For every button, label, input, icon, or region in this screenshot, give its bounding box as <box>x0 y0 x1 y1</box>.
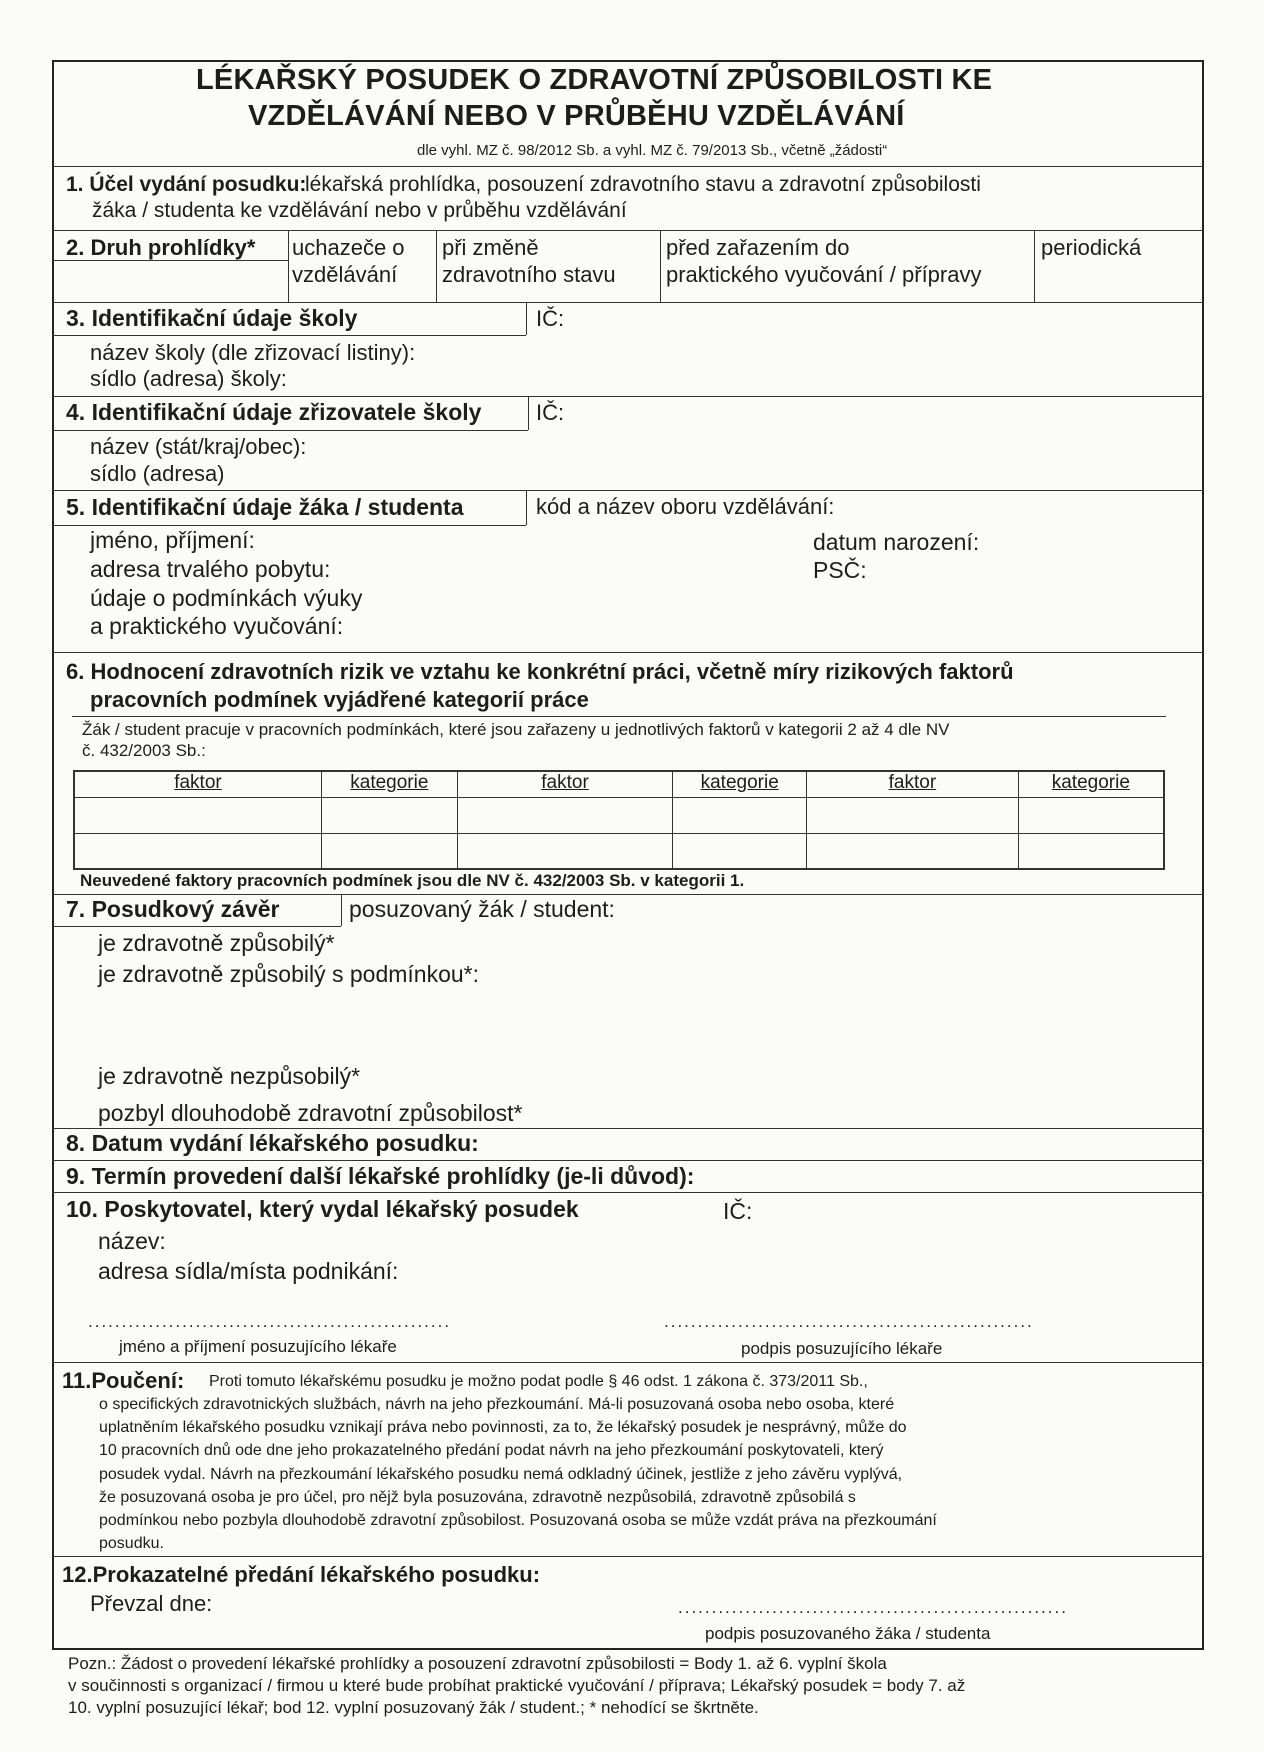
exam-type-practical-line1: před zařazením do <box>666 235 850 260</box>
notice-line3: uplatněním lékařského posudku vznikají práva nebo povinnosti, za to, že lékařský posudek je nesprávný, může do <box>99 1419 907 1436</box>
table-cell[interactable] <box>74 833 321 869</box>
divider <box>52 1192 1204 1193</box>
notice-line2: o specifických zdravotnických službách, návrh na jeho přezkoumání. Má-li posuzovaná osoba nebo osoba, které <box>99 1396 895 1413</box>
conclusion-lost-fitness: pozbyl dlouhodobě zdravotní způsobilost* <box>98 1100 523 1126</box>
table-cell[interactable] <box>321 833 457 869</box>
doctor-signature-dotted-line: ....................................................... <box>664 1312 1034 1331</box>
table-row <box>74 833 1164 869</box>
table-header-row <box>74 771 1164 797</box>
conclusion-unfit: je zdravotně nezpůsobilý* <box>98 1063 361 1089</box>
table-row <box>74 797 1164 833</box>
section-1-text: lékařská prohlídka, posouzení zdravotního stavu a zdravotní způsobilosti <box>305 173 981 196</box>
student-signature-dotted-line: .......................................................... <box>678 1598 1068 1617</box>
section-6-note: Neuvedené faktory pracovních podmínek jsou dle NV č. 432/2003 Sb. v kategorii 1. <box>80 871 745 890</box>
provider-address-label: adresa sídla/místa podnikání: <box>98 1258 399 1284</box>
column-header-factor: faktor <box>74 771 321 797</box>
conclusion-fit-with-condition: je zdravotně způsobilý s podmínkou*: <box>98 961 479 987</box>
exam-type-applicant-line2: vzdělávání <box>292 262 398 287</box>
divider <box>52 1362 1204 1363</box>
footnote-line2: v součinnosti s organizací / firmou u které bude probíhat praktické vyučování / příprava; Lékařský posudek = body 7. až <box>68 1676 966 1695</box>
column-header-factor: faktor <box>457 771 673 797</box>
divider <box>436 230 437 302</box>
section-9-label: 9. Termín provedení další lékařské prohlídky (je-li důvod): <box>66 1163 695 1189</box>
section-12-label: 12.Prokazatelné předání lékařského posudku: <box>62 1562 541 1587</box>
table-cell[interactable] <box>457 833 673 869</box>
risk-factors-table <box>73 770 1165 870</box>
divider <box>526 302 527 335</box>
table-cell[interactable] <box>807 833 1019 869</box>
section-1-label: 1. Účel vydání posudku: <box>66 173 307 196</box>
section-2-label: 2. Druh prohlídky* <box>66 235 256 260</box>
exam-type-applicant-line1: uchazeče o <box>292 235 405 260</box>
divider <box>52 652 1204 653</box>
table-cell[interactable] <box>673 833 807 869</box>
table-cell[interactable] <box>673 797 807 833</box>
conclusion-fit: je zdravotně způsobilý* <box>98 930 335 956</box>
divider <box>52 926 341 927</box>
divider <box>52 490 1204 491</box>
notice-line6: že posuzovaná osoba je pro účel, pro nějž byla posuzována, zdravotně nezpůsobilá, zdravotně způsobilá s <box>99 1489 856 1506</box>
table-cell[interactable] <box>1018 833 1164 869</box>
table-cell[interactable] <box>457 797 673 833</box>
notice-line8: posudku. <box>99 1535 164 1552</box>
divider <box>52 166 1204 167</box>
notice-line7: podmínkou nebo pozbyla dlouhodobě zdravotní způsobilost. Posuzovaná osoba se může vzdát práva na přezkoumání <box>99 1512 937 1529</box>
section-4-label: 4. Identifikační údaje zřizovatele školy <box>66 399 482 425</box>
divider <box>52 1556 1204 1557</box>
assessed-student-label: posuzovaný žák / student: <box>349 896 615 922</box>
student-signature-caption: podpis posuzovaného žáka / studenta <box>705 1624 991 1643</box>
doctor-signature-caption: podpis posuzujícího lékaře <box>741 1339 943 1358</box>
section-7-label: 7. Posudkový závěr <box>66 896 280 922</box>
footnote-line3: 10. vyplní posuzující lékař; bod 12. vyplní posuzovaný žák / student.; * nehodící se škrtněte. <box>68 1698 759 1717</box>
divider <box>526 490 527 525</box>
table-cell[interactable] <box>321 797 457 833</box>
divider <box>660 230 661 302</box>
divider <box>52 230 1204 231</box>
student-address-label: adresa trvalého pobytu: <box>90 556 331 582</box>
exam-type-health-change-line1: při změně <box>442 235 539 260</box>
conditions-label-line2: a praktického vyučování: <box>90 613 344 639</box>
column-header-category: kategorie <box>673 771 807 797</box>
table-cell[interactable] <box>74 797 321 833</box>
exam-type-health-change-line2: zdravotního stavu <box>442 262 616 287</box>
provider-ic-label: IČ: <box>723 1198 753 1224</box>
divider <box>52 396 1204 397</box>
column-header-category: kategorie <box>1018 771 1164 797</box>
received-date-label: Převzal dne: <box>90 1591 213 1616</box>
doctor-name-caption: jméno a příjmení posuzujícího lékaře <box>119 1337 397 1356</box>
divider <box>52 302 1204 303</box>
form-subtitle: dle vyhl. MZ č. 98/2012 Sb. a vyhl. MZ č. 79/2013 Sb., včetně „žádosti“ <box>417 142 888 159</box>
doctor-name-dotted-line: ...................................................... <box>88 1312 452 1331</box>
form-title-line2: VZDĚLÁVÁNÍ NEBO V PRŮBĚHU VZDĚLÁVÁNÍ <box>248 100 905 132</box>
study-field-label: kód a název oboru vzdělávání: <box>536 494 835 519</box>
exam-type-periodic: periodická <box>1041 235 1142 260</box>
divider <box>288 230 289 302</box>
divider <box>52 260 288 261</box>
column-header-factor: faktor <box>807 771 1019 797</box>
divider <box>52 335 526 336</box>
section-6-text-line2: č. 432/2003 Sb.: <box>82 741 206 760</box>
section-6-text-line1: Žák / student pracuje v pracovních podmínkách, které jsou zařazeny u jednotlivých faktorů v kategorii 2 až 4 dle NV <box>82 720 950 739</box>
divider <box>1034 230 1035 302</box>
divider <box>528 396 529 430</box>
divider <box>52 1128 1204 1129</box>
table-cell[interactable] <box>1018 797 1164 833</box>
provider-name-label: název: <box>98 1228 166 1254</box>
notice-line4: 10 pracovních dnů ode dne jeho prokazatelného předání podat návrh na jeho přezkoumání poskytovateli, který <box>99 1442 884 1459</box>
founder-name-label: název (stát/kraj/obec): <box>90 434 307 459</box>
divider <box>52 894 1204 895</box>
form-title-line1: LÉKAŘSKÝ POSUDEK O ZDRAVOTNÍ ZPŮSOBILOSTI KE <box>196 64 993 96</box>
exam-type-practical-line2: praktického vyučování / přípravy <box>666 262 982 287</box>
student-name-label: jméno, příjmení: <box>90 527 255 553</box>
footnote-line1: Pozn.: Žádost o provedení lékařské prohlídky a posouzení zdravotní způsobilosti = Body 1. až 6. vyplní škola <box>68 1654 887 1673</box>
section-6-label-line2: pracovních podmínek vyjádřené kategorií práce <box>90 687 589 712</box>
section-11-label: 11.Poučení: <box>62 1368 185 1393</box>
section-6-label-line1: 6. Hodnocení zdravotních rizik ve vztahu ke konkrétní práci, včetně míry rizikových faktorů <box>66 659 1014 684</box>
conditions-label-line1: údaje o podmínkách výuky <box>90 585 363 611</box>
section-3-label: 3. Identifikační údaje školy <box>66 305 358 331</box>
divider <box>52 430 528 431</box>
section-8-label: 8. Datum vydání lékařského posudku: <box>66 1130 479 1156</box>
section-1-line1 <box>66 173 306 197</box>
section-5-label: 5. Identifikační údaje žáka / studenta <box>66 494 464 520</box>
section-1-line2: žáka / studenta ke vzdělávání nebo v průběhu vzdělávání <box>92 199 627 222</box>
founder-address-label: sídlo (adresa) <box>90 461 225 486</box>
divider <box>52 1160 1204 1161</box>
school-address-label: sídlo (adresa) školy: <box>90 366 287 391</box>
postal-code-label: PSČ: <box>813 557 867 583</box>
section-10-label: 10. Poskytovatel, který vydal lékařský posudek <box>66 1196 579 1222</box>
column-header-category: kategorie <box>321 771 457 797</box>
school-name-label: název školy (dle zřizovací listiny): <box>90 340 416 365</box>
founder-ic-label: IČ: <box>536 400 565 425</box>
notice-line1: Proti tomuto lékařskému posudku je možno podat podle § 46 odst. 1 zákona č. 373/2011 Sb., <box>209 1373 868 1390</box>
table-cell[interactable] <box>807 797 1019 833</box>
school-ic-label: IČ: <box>536 306 565 331</box>
divider <box>341 894 342 926</box>
birth-date-label: datum narození: <box>813 529 980 555</box>
divider <box>52 525 526 526</box>
notice-line5: posudek vydal. Návrh na přezkoumání lékařského posudku nemá odkladný účinek, jestliže z jeho závěru vyplývá, <box>99 1466 903 1483</box>
divider <box>72 716 1166 717</box>
